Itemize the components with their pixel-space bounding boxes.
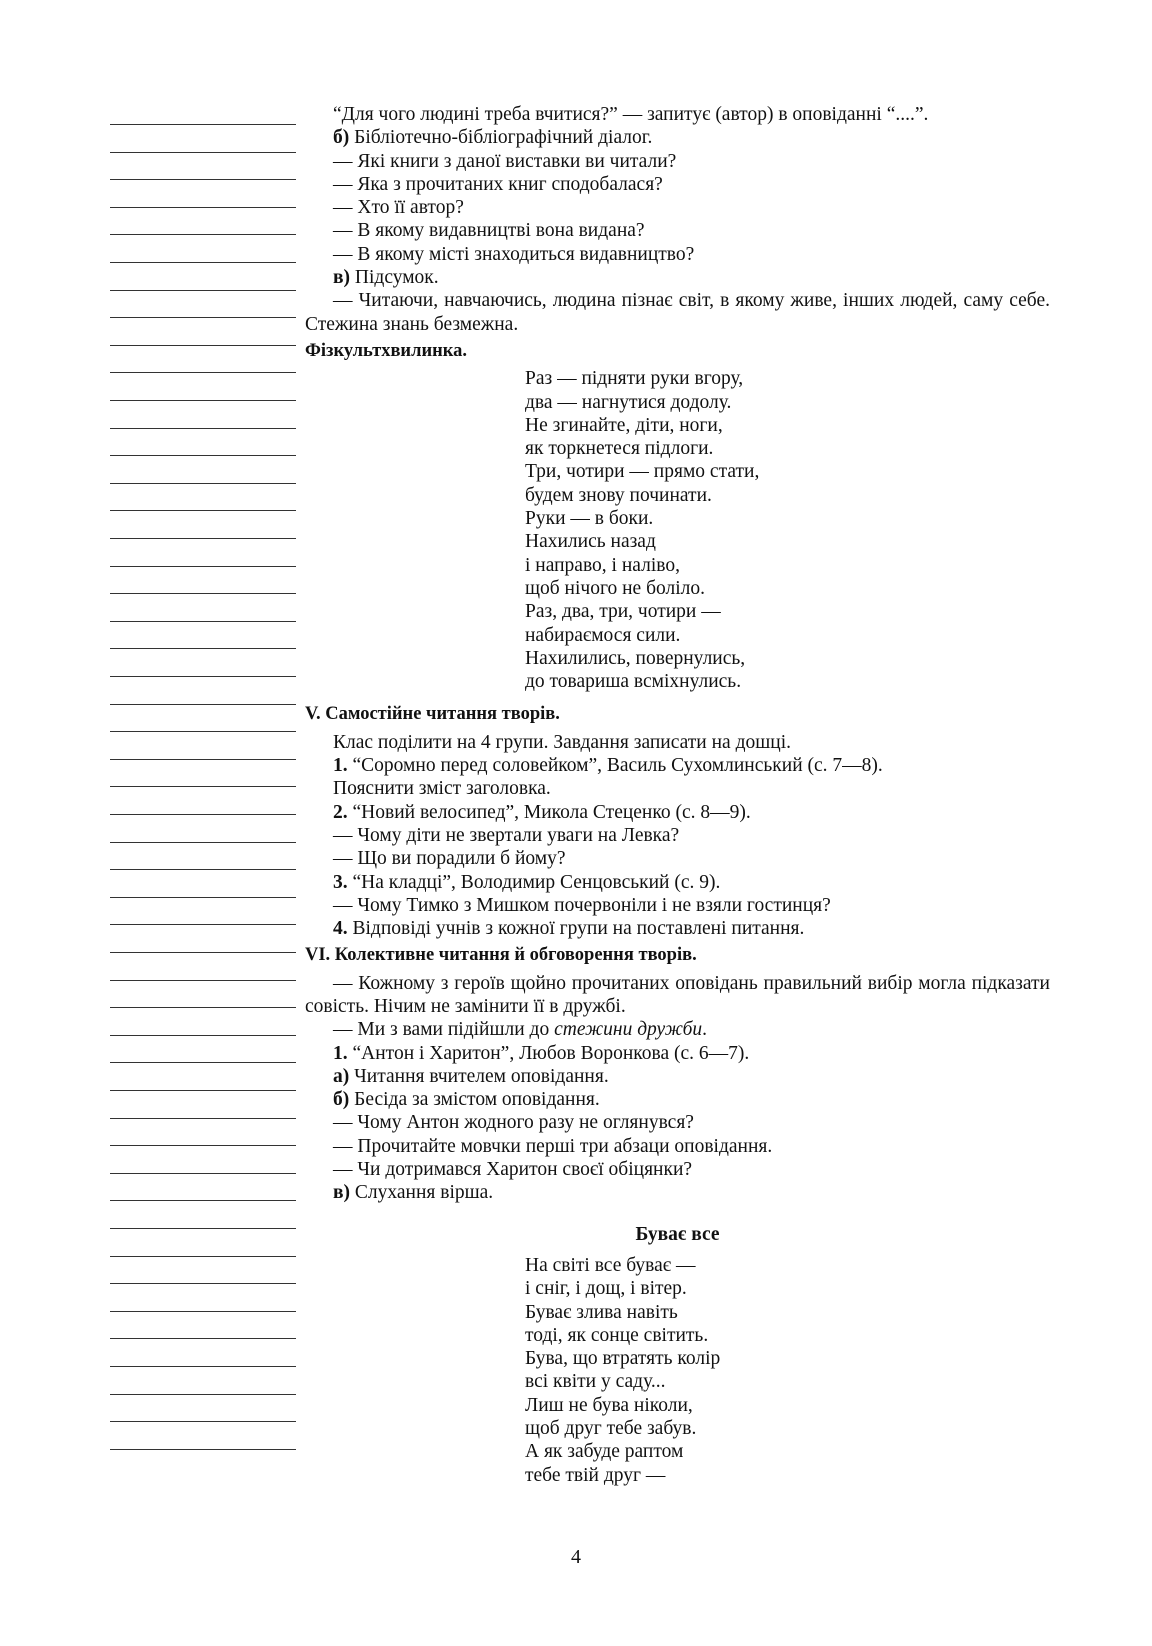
margin-note-line xyxy=(110,290,296,291)
question: — В якому місті знаходиться видавництво? xyxy=(333,243,695,265)
margin-note-line xyxy=(110,345,296,346)
margin-note-line xyxy=(110,1449,296,1450)
poem-line: Лиш не бува ніколи, xyxy=(525,1394,693,1416)
margin-note-line xyxy=(110,1035,296,1036)
margin-note-line xyxy=(110,842,296,843)
margin-note-line xyxy=(110,179,296,180)
margin-note-line xyxy=(110,1173,296,1174)
poem2 xyxy=(305,1254,1050,1487)
margin-note-line xyxy=(110,1118,296,1119)
question: — Хто її автор? xyxy=(333,197,464,219)
margin-note-line xyxy=(110,1338,296,1339)
question: — Яка з прочитаних книг сподобалася? xyxy=(333,173,663,195)
poem-line: набираємося сили. xyxy=(525,624,681,646)
margin-note-line xyxy=(110,593,296,594)
section6-para1: — Кожному з героїв щойно прочитаних оповідань правильний вибір могла підказати совість. Нічим не замінити її в дружбі. xyxy=(305,972,1050,1017)
margin-note-line xyxy=(110,814,296,815)
summary-text: — Читаючи, навчаючись, людина пізнає світ, в якому живе, інших людей, саму себе. Стежина знань безмежна. xyxy=(305,290,1050,335)
section5-intro: Клас поділити на 4 групи. Завдання записати на дошці. xyxy=(333,731,792,753)
margin-note-line xyxy=(110,1283,296,1284)
margin-note-line xyxy=(110,428,296,429)
poem-line: Руки — в боки. xyxy=(525,508,654,530)
poem2-title: Буває все xyxy=(635,1223,720,1245)
section6-heading: VI. Колективне читання й обговорення творів. xyxy=(305,945,697,966)
section6-sub-b: б) Бесіда за змістом оповідання. xyxy=(333,1089,600,1111)
poem-line: Не згинайте, діти, ноги, xyxy=(525,414,723,436)
question: — Чому Антон жодного разу не оглянувся? xyxy=(333,1112,694,1134)
margin-note-line xyxy=(110,152,296,153)
margin-note-line xyxy=(110,924,296,925)
section5-item3: 3. “На кладці”, Володимир Сенцовський (с. 9). xyxy=(333,871,721,893)
margin-note-line xyxy=(110,1366,296,1367)
margin-note-line xyxy=(110,704,296,705)
margin-note-line xyxy=(110,510,296,511)
section6-sub-v: в) Слухання вірша. xyxy=(333,1182,494,1204)
margin-note-line xyxy=(110,566,296,567)
margin-note-line xyxy=(110,869,296,870)
section6-para2: — Ми з вами підійшли до стежини дружби. xyxy=(333,1019,708,1041)
poem-line: як торкнетеся підлоги. xyxy=(525,438,714,460)
poem-line: і сніг, і дощ, і вітер. xyxy=(525,1278,687,1300)
question: — Прочитайте мовчки перші три абзаци оповідання. xyxy=(333,1135,773,1157)
section6-item1: 1. “Антон і Харитон”, Любов Воронкова (с. 6—7). xyxy=(333,1042,750,1064)
margin-note-line xyxy=(110,1421,296,1422)
margin-note-line xyxy=(110,1256,296,1257)
margin-note-line xyxy=(110,1007,296,1008)
notes-margin xyxy=(110,0,296,1646)
margin-note-line xyxy=(110,124,296,125)
section5-item1: 1. “Соромно перед соловейком”, Василь Сухомлинський (с. 7—8). xyxy=(333,755,883,777)
poem-line: Раз, два, три, чотири — xyxy=(525,601,721,623)
poem-line: Три, чотири — прямо стати, xyxy=(525,461,760,483)
margin-note-line xyxy=(110,483,296,484)
margin-note-line xyxy=(110,372,296,373)
poem-line: до товариша всміхнулись. xyxy=(525,671,742,693)
margin-note-line xyxy=(110,455,296,456)
margin-note-line xyxy=(110,759,296,760)
margin-note-line xyxy=(110,317,296,318)
section-b: б) Бібліотечно-бібліографічний діалог. xyxy=(333,127,653,149)
margin-note-line xyxy=(110,1311,296,1312)
poem-line: будем знову починати. xyxy=(525,484,712,506)
section5-item2: 2. “Новий велосипед”, Микола Стеценко (с. 8—9). xyxy=(333,801,751,823)
intro-line: “Для чого людині треба вчитися?” — запитує (автор) в оповіданні “....”. xyxy=(333,104,929,125)
poem-line: щоб друг тебе забув. xyxy=(525,1418,697,1440)
poem-line: Нахились назад xyxy=(525,531,656,553)
margin-note-line xyxy=(110,1200,296,1201)
question: — Які книги з даної виставки ви читали? xyxy=(333,150,677,172)
margin-note-line xyxy=(110,1090,296,1091)
page-number: 4 xyxy=(571,1546,581,1568)
poem-line: тебе твій друг — xyxy=(525,1464,666,1486)
question: — Чи дотримався Харитон своєї обіцянки? xyxy=(333,1159,693,1181)
poem-line: два — нагнутися додолу. xyxy=(525,391,732,413)
margin-note-line xyxy=(110,731,296,732)
margin-note-line xyxy=(110,786,296,787)
margin-note-line xyxy=(110,1145,296,1146)
section5-heading: V. Самостійне читання творів. xyxy=(305,704,560,725)
poem-line: Нахилились, повернулись, xyxy=(525,647,746,669)
question: — Що ви порадили б йому? xyxy=(333,848,566,870)
margin-note-line xyxy=(110,262,296,263)
poem-line: Буває злива навіть xyxy=(525,1301,678,1323)
margin-note-line xyxy=(110,1394,296,1395)
margin-note-line xyxy=(110,1062,296,1063)
poem-line: Раз — підняти руки вгору, xyxy=(525,368,744,390)
section6-sub-a: а) Читання вчителем оповідання. xyxy=(333,1065,609,1087)
section5-item4: 4. Відповіді учнів з кожної групи на поставлені питання. xyxy=(333,918,805,940)
margin-note-line xyxy=(110,621,296,622)
margin-note-line xyxy=(110,1228,296,1229)
poem-line: А як забуде раптом xyxy=(525,1441,684,1463)
margin-note-line xyxy=(110,952,296,953)
fizkult-heading: Фізкультхвилинка. xyxy=(305,340,468,361)
margin-note-line xyxy=(110,897,296,898)
margin-note-line xyxy=(110,400,296,401)
section-v: в) Підсумок. xyxy=(333,267,439,289)
margin-note-line xyxy=(110,538,296,539)
section5-item1-task: Пояснити зміст заголовка. xyxy=(333,778,551,800)
poem-line: всі квіти у саду... xyxy=(525,1371,666,1393)
page-content xyxy=(305,103,1050,1487)
margin-note-line xyxy=(110,980,296,981)
poem-line: Бува, що втратять колір xyxy=(525,1348,721,1370)
poem-line: щоб нічого не боліло. xyxy=(525,577,705,599)
poem-line: На світі все буває — xyxy=(525,1254,696,1276)
question: — Чому діти не звертали уваги на Левка? xyxy=(333,824,680,846)
poem-line: і направо, і наліво, xyxy=(525,554,680,576)
margin-note-line xyxy=(110,207,296,208)
question: — Чому Тимко з Мишком почервоніли і не взяли гостинця? xyxy=(333,894,831,916)
question: — В якому видавництві вона видана? xyxy=(333,220,645,242)
margin-note-line xyxy=(110,676,296,677)
margin-note-line xyxy=(110,234,296,235)
margin-note-line xyxy=(110,648,296,649)
fizkult-poem xyxy=(305,367,1050,693)
poem-line: тоді, як сонце світить. xyxy=(525,1324,709,1346)
